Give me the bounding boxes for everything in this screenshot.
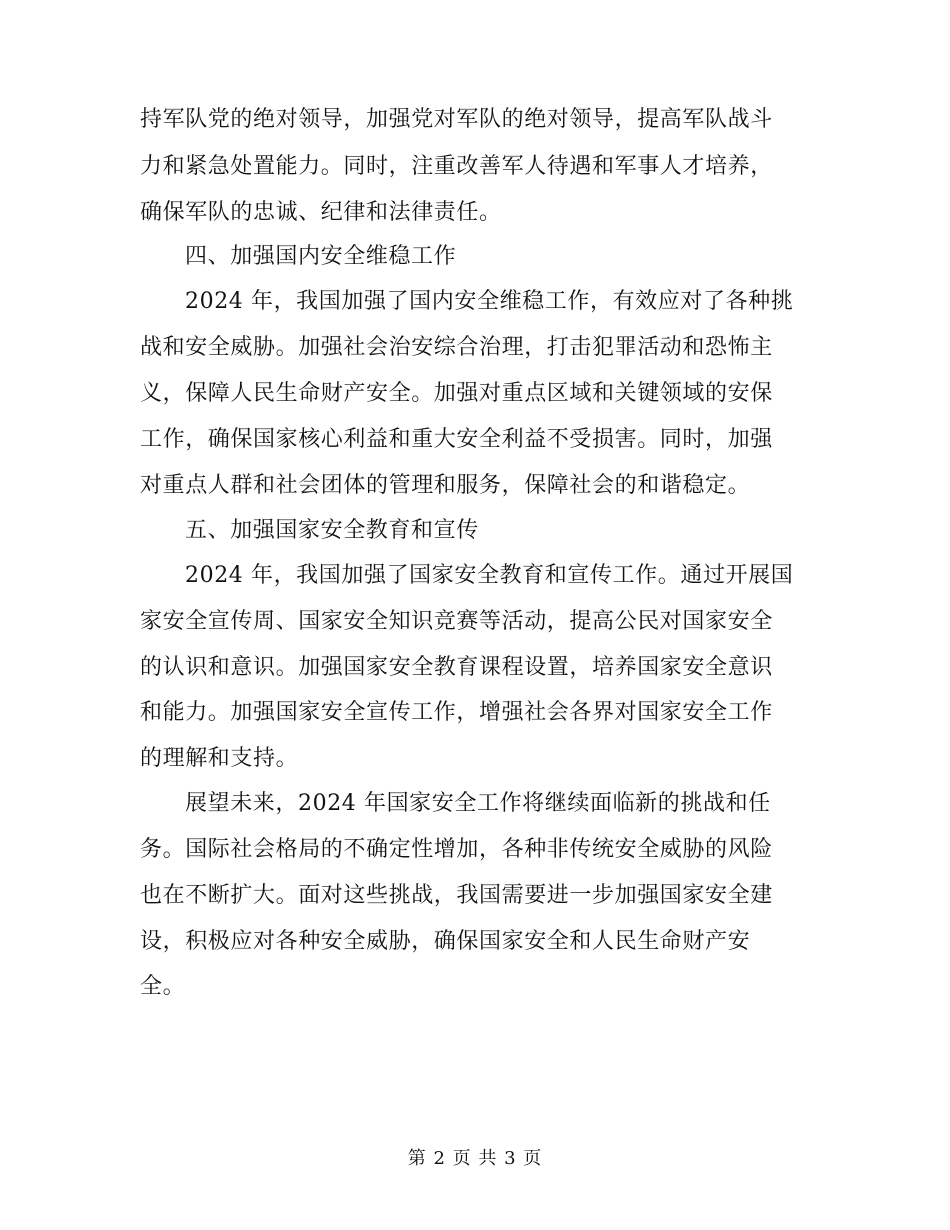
body-text-line: 也在不断扩大。面对这些挑战，我国需要进一步加强国家安全建 <box>140 883 773 908</box>
body-text-line: 全。 <box>140 974 186 999</box>
section-heading-4: 四、加强国内安全维稳工作 <box>185 244 457 269</box>
body-text-line: 力和紧急处置能力。同时，注重改善军人待遇和军事人才培养， <box>140 154 773 179</box>
body-text-line: 家安全宣传周、国家安全知识竞赛等活动，提高公民对国家安全 <box>140 609 773 634</box>
body-text-line: 义，保障人民生命财产安全。加强对重点区域和关键领域的安保 <box>140 381 773 406</box>
body-text-line: 对重点人群和社会团体的管理和服务，保障社会的和谐稳定。 <box>140 473 751 498</box>
body-text-line: 2024 年，我国加强了国内安全维稳工作，有效应对了各种挑 <box>185 289 794 314</box>
body-text-line: 设，积极应对各种安全威胁，确保国家安全和人民生命财产安 <box>140 929 751 954</box>
body-text-line: 2024 年，我国加强了国家安全教育和宣传工作。通过开展国 <box>185 563 794 588</box>
body-text-line: 确保军队的忠诚、纪律和法律责任。 <box>140 200 502 225</box>
body-text-line: 持军队党的绝对领导，加强党对军队的绝对领导，提高军队战斗 <box>140 107 773 132</box>
section-heading-5: 五、加强国家安全教育和宣传 <box>185 518 479 543</box>
body-text-line: 展望未来，2024 年国家安全工作将继续面临新的挑战和任 <box>185 791 771 816</box>
body-text-line: 和能力。加强国家安全宣传工作，增强社会各界对国家安全工作 <box>140 700 773 725</box>
page-number-footer: 第 2 页 共 3 页 <box>407 1148 543 1169</box>
body-text-line: 的认识和意识。加强国家安全教育课程设置，培养国家安全意识 <box>140 655 773 680</box>
body-text-line: 的理解和支持。 <box>140 746 299 771</box>
body-text-line: 工作，确保国家核心利益和重大安全利益不受损害。同时，加强 <box>140 427 773 452</box>
body-text-line: 战和安全威胁。加强社会治安综合治理，打击犯罪活动和恐怖主 <box>140 335 773 360</box>
body-text-line: 务。国际社会格局的不确定性增加，各种非传统安全威胁的风险 <box>140 837 773 862</box>
